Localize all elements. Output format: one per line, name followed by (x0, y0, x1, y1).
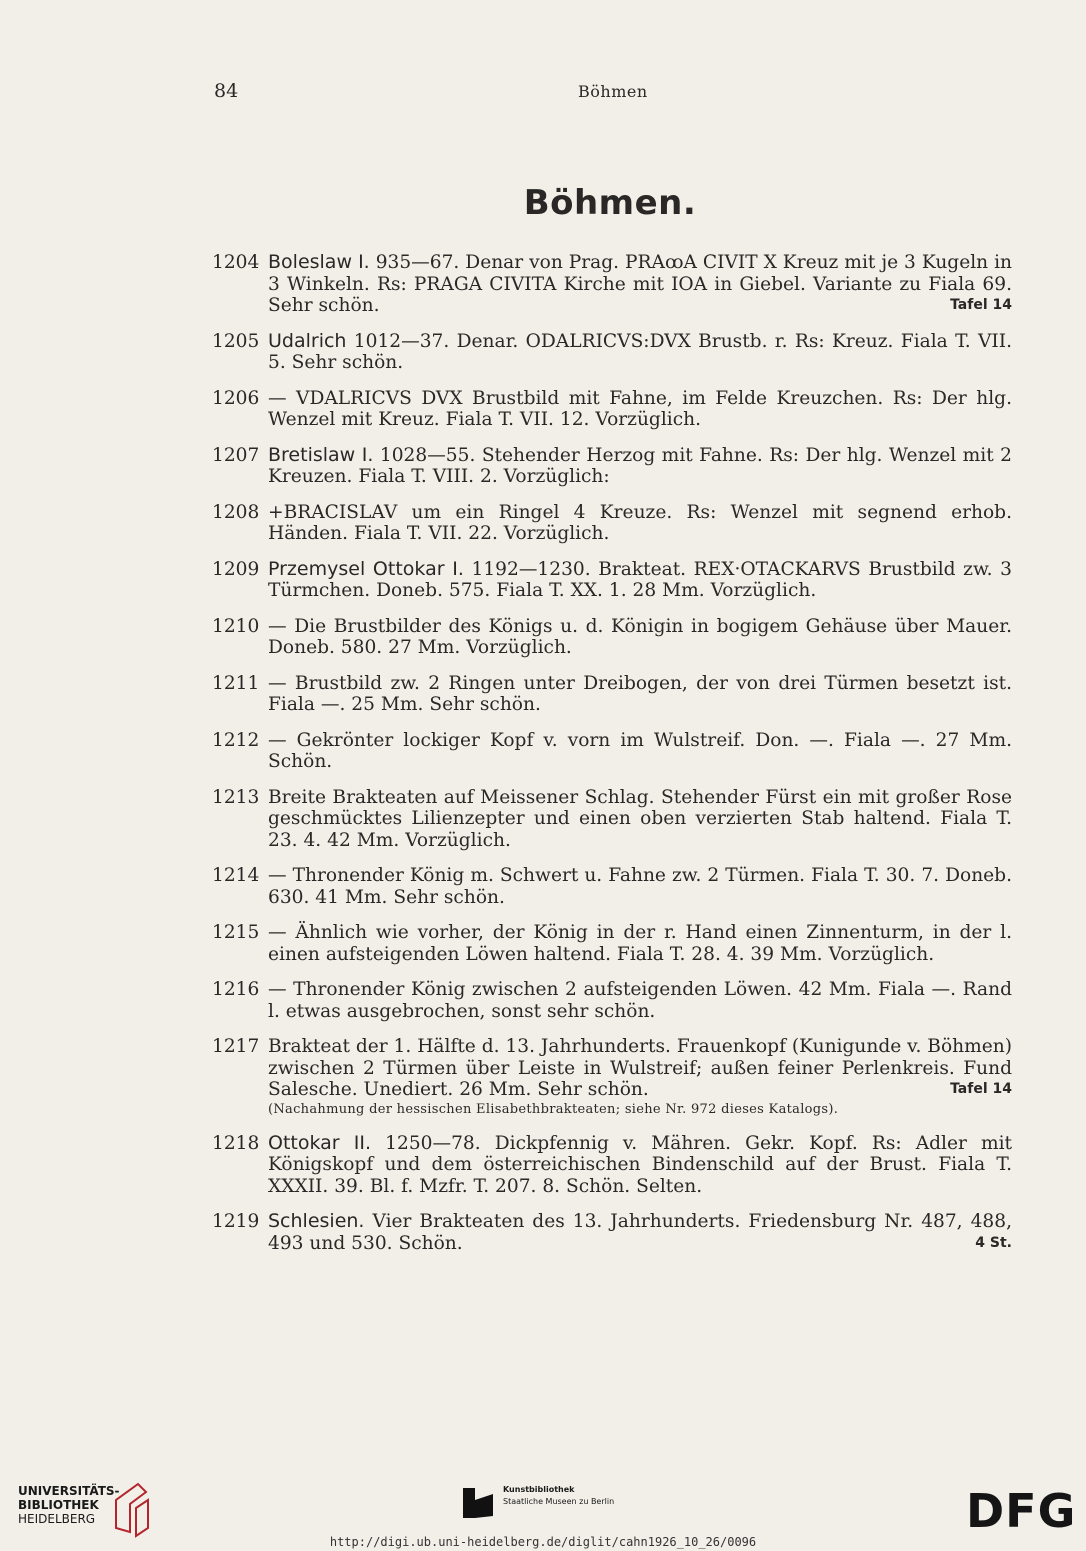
catalog-entry (212, 331, 1012, 374)
catalog-entry (212, 559, 1012, 602)
catalog-entry (212, 865, 1012, 908)
entry-number: 1213 (212, 786, 260, 808)
kb-line-1: Kunstbibliothek (503, 1485, 575, 1494)
entry-number: 1207 (212, 444, 260, 466)
entry-number: 1218 (212, 1132, 260, 1154)
kb-line-2: Staatliche Museen zu Berlin (503, 1497, 615, 1506)
library-line-2: BIBLIOTHEK (18, 1498, 99, 1512)
entry-lead: Schlesien. (268, 1210, 365, 1232)
catalog-entry (212, 673, 1012, 716)
library-line-1: UNIVERSITÄTS- (18, 1484, 120, 1498)
catalog-entry (212, 616, 1012, 659)
entry-note: (Nachahmung der hessischen Elisabethbrakteaten; siehe Nr. 972 dieses Katalogs). (268, 1101, 839, 1117)
entry-text: — Thronender König zwischen 2 aufsteigenden Löwen. 42 Mm. Fiala —. Rand l. etwas ausgebrochen, sonst sehr schön. (268, 979, 1012, 1022)
catalog-entry (212, 1036, 1012, 1119)
catalog-entry (212, 787, 1012, 852)
section-title: Böhmen. (523, 183, 697, 223)
entry-text: — Brustbild zw. 2 Ringen unter Dreibogen, der von drei Türmen besetzt ist. Fiala —. 25 Mm. Sehr schön. (268, 672, 1012, 715)
university-library-label (18, 1484, 120, 1526)
entry-text: — Gekrönter lockiger Kopf v. vorn im Wulstreif. Don. —. Fiala —. 27 Mm. Schön. (268, 729, 1012, 772)
entry-reference: Tafel 14 (950, 297, 1012, 313)
entry-lead: Ottokar II. (268, 1131, 372, 1154)
entry-number: 1205 (212, 330, 260, 352)
entry-number: 1211 (212, 672, 260, 694)
library-line-3: HEIDELBERG (18, 1512, 96, 1526)
entry-text: Brakteat der 1. Hälfte d. 13. Jahrhunderts. Frauenkopf (Kunigunde v. Böhmen) zwischen 2 Türmen über Leiste in Wulstreif; außen feiner Perlenkreis. Fund Salesche. Unediert. 26 Mm. Sehr schön. (268, 1036, 1012, 1100)
entry-text: — Thronender König m. Schwert u. Fahne zw. 2 Türmen. Fiala T. 30. 7. Doneb. 630. 41 Mm. Sehr schön. (268, 865, 1012, 908)
entry-number: 1209 (212, 558, 260, 580)
entry-number: 1216 (212, 979, 260, 1000)
entry-number: 1204 (212, 252, 260, 273)
catalog-entry (212, 445, 1012, 488)
catalog-entry (212, 1211, 1012, 1254)
entry-lead: Boleslaw I. (268, 251, 370, 273)
entry-number: 1215 (212, 922, 260, 943)
page-number: 84 (214, 80, 239, 102)
entry-text: 1012—37. Denar. ODALRICVS:DVX Brustb. r. Rs: Kreuz. Fiala T. VII. 5. Sehr schön. (268, 330, 1012, 373)
entry-text: — Die Brustbilder des Königs u. d. Königin in bogigem Gehäuse über Mauer. Doneb. 580. 27 Mm. Vorzüglich. (268, 615, 1012, 658)
kunstbibliothek-label (503, 1484, 614, 1508)
entry-number: 1214 (212, 865, 260, 886)
entry-text: 1028—55. Stehender Herzog mit Fahne. Rs: Der hlg. Wenzel mit 2 Kreuzen. Fiala T. VIII. 2. Vorzüglich: (268, 444, 1012, 487)
catalog-entry (212, 1133, 1012, 1198)
entry-number: 1210 (212, 615, 260, 637)
catalog-entry (212, 730, 1012, 773)
entry-text: Vier Brakteaten des 13. Jahrhunderts. Friedensburg Nr. 487, 488, 493 und 530. Schön. (268, 1211, 1012, 1254)
entry-text: Breite Brakteaten auf Meissener Schlag. Stehender Fürst ein mit großer Rose geschmücktes Lilienzepter und einen oben verzierten Stab haltend. Fiala T. 23. 4. 42 Mm. Vorzüglich. (268, 786, 1012, 851)
entry-text: 1192—1230. Brakteat. REX·OTACKARVS Brustbild zw. 3 Türmchen. Doneb. 575. Fiala T. XX. 1. 28 Mm. Vorzüglich. (268, 558, 1012, 601)
entry-text: +BRACISLAV um ein Ringel 4 Kreuze. Rs: Wenzel mit segnend erhob. Händen. Fiala T. VII. 22. Vorzüglich. (268, 501, 1012, 544)
entry-number: 1219 (212, 1211, 260, 1232)
entry-number: 1208 (212, 501, 260, 523)
entry-lead: Bretislaw I. (268, 443, 374, 466)
catalog-entries (212, 252, 1012, 1268)
entry-text: 1250—78. Dickpfennig v. Mähren. Gekr. Kopf. Rs: Adler mit Königskopf und dem österreichischen Bindenschild auf der Brust. Fiala T. XXXII. 39. Bl. f. Mzfr. T. 207. 8. Schön. Selten. (268, 1132, 1013, 1197)
entry-text: 935—67. Denar von Prag. PRAꝏA CIVIT X Kreuz mit je 3 Kugeln in 3 Winkeln. Rs: PRAGA CIVITA Kirche mit IOA in Giebel. Variante zu Fiala 69. Sehr schön. (268, 252, 1012, 316)
entry-number: 1206 (212, 387, 260, 409)
entry-text: — VDALRICVS DVX Brustbild mit Fahne, im Felde Kreuzchen. Rs: Der hlg. Wenzel mit Kreuz. Fiala T. VII. 12. Vorzüglich. (268, 387, 1012, 430)
catalog-entry (212, 979, 1012, 1022)
entry-number: 1212 (212, 729, 260, 751)
entry-lead: Udalrich (268, 329, 347, 352)
catalog-entry (212, 252, 1012, 317)
university-logo-icon (110, 1478, 154, 1538)
dfg-logo: DFG (966, 1484, 1077, 1538)
catalog-entry (212, 388, 1012, 431)
catalog-entry (212, 922, 1012, 965)
kunstbibliothek-logo-icon (463, 1486, 495, 1520)
entry-text: — Ähnlich wie vorher, der König in der r. Hand einen Zinnenturm, in der l. einen aufsteigenden Löwen haltend. Fiala T. 28. 4. 39 Mm. Vorzüglich. (268, 922, 1012, 965)
catalog-entry (212, 502, 1012, 545)
entry-reference: Tafel 14 (950, 1081, 1012, 1097)
source-url[interactable]: http://digi.ub.uni-heidelberg.de/diglit/cahn1926_10_26/0096 (329, 1535, 757, 1549)
running-title: Böhmen (578, 82, 648, 101)
entry-number: 1217 (212, 1036, 260, 1057)
entry-reference: 4 St. (975, 1234, 1012, 1251)
entry-lead: Przemysel Ottokar I. (268, 557, 464, 580)
